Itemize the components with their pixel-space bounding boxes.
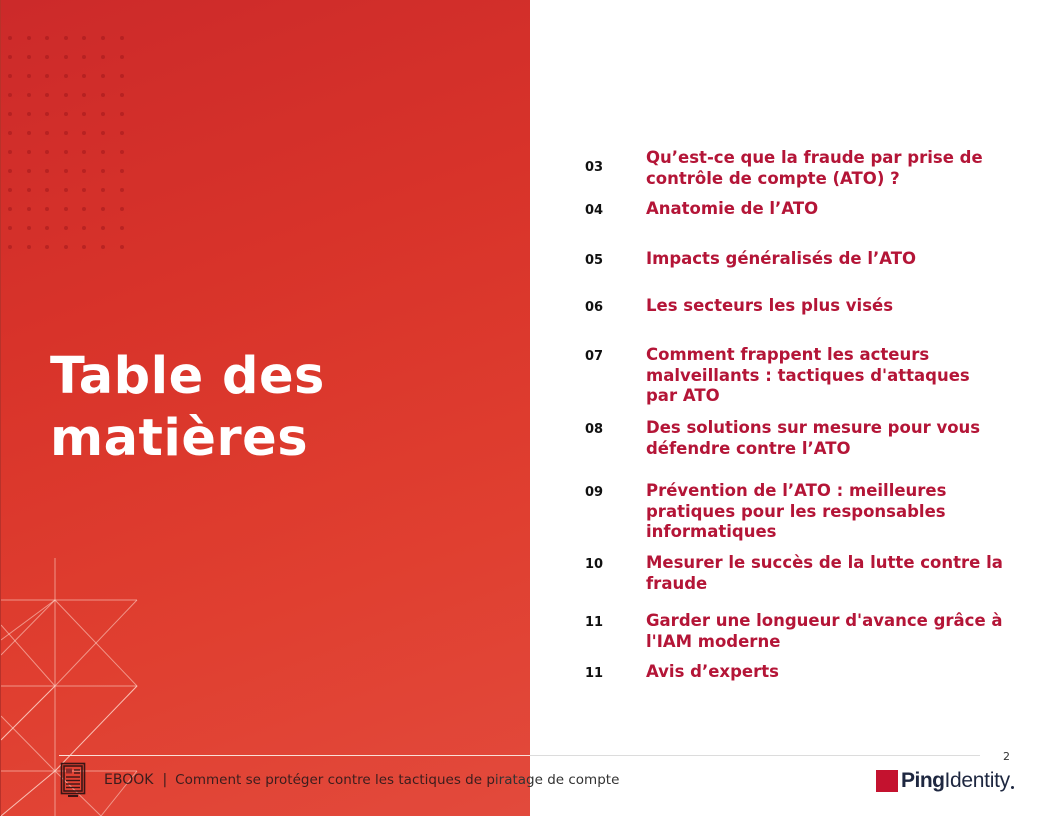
ebook-tablet-icon — [60, 762, 86, 798]
page-number: 2 — [1003, 750, 1010, 763]
toc-link[interactable]: Avis d’experts — [646, 662, 779, 681]
toc-link[interactable]: Prévention de l’ATO : meilleures pratiques pour les responsables informatiques — [646, 481, 947, 541]
toc-link[interactable]: Garder une longueur d'avance grâce à l'IAM moderne — [646, 611, 1003, 651]
ping-identity-logo — [876, 769, 1014, 793]
toc-link[interactable]: Comment frappent les acteurs malveillants : tactiques d'attaques par ATO — [646, 345, 970, 405]
toc-page-number: 09 — [584, 485, 604, 500]
footer-subtitle-part-2: iratage de compte — [494, 772, 620, 788]
footer-document-label — [104, 772, 619, 788]
toc-entry[interactable] — [572, 199, 1012, 220]
footer-divider-on-red — [59, 755, 530, 756]
toc-link[interactable]: Mesurer le succès de la lutte contre la fraude — [646, 553, 1003, 593]
toc-entry[interactable] — [572, 553, 1012, 594]
toc-entry[interactable] — [572, 249, 1012, 270]
toc-entry[interactable] — [572, 345, 1012, 407]
page-title-line-1: Table des — [50, 347, 325, 406]
toc-page-number: 07 — [584, 349, 604, 364]
toc-page-number: 08 — [584, 422, 604, 437]
toc-page-number: 06 — [584, 300, 604, 315]
toc-link[interactable]: Anatomie de l’ATO — [646, 199, 819, 218]
toc-link[interactable]: Les secteurs les plus visés — [646, 296, 894, 315]
toc-page-number: 04 — [584, 203, 604, 218]
toc-link[interactable]: Impacts généralisés de l’ATO — [646, 249, 917, 268]
page-title-line-2: matières — [50, 409, 309, 468]
toc-entry[interactable] — [572, 148, 1012, 189]
logo-text-identity: Identity — [944, 769, 1010, 792]
toc-entry[interactable] — [572, 611, 1012, 652]
footer-separator: | — [162, 772, 168, 788]
toc-entry[interactable] — [572, 481, 1012, 543]
logo-dot — [1011, 786, 1014, 789]
toc-page-number: 11 — [584, 615, 604, 630]
toc-entry[interactable] — [572, 662, 1012, 683]
toc-page-number: 10 — [584, 557, 604, 572]
toc-entry[interactable] — [572, 418, 1012, 459]
toc-page-number: 11 — [584, 666, 604, 681]
toc-page-number: 03 — [584, 160, 604, 175]
footer-ebook-label: EBOOK — [104, 772, 154, 788]
toc-entry[interactable] — [572, 296, 1012, 317]
toc-link[interactable]: Des solutions sur mesure pour vous défendre contre l’ATO — [646, 418, 981, 458]
logo-red-square — [876, 770, 898, 792]
footer-subtitle-part-1: Comment se protéger contre les tactiques de p — [175, 772, 495, 788]
logo-text-ping: Ping — [901, 769, 945, 792]
toc-link[interactable]: Qu’est-ce que la fraude par prise de contrôle de compte (ATO) ? — [646, 148, 983, 188]
toc-page-number: 05 — [584, 253, 604, 268]
